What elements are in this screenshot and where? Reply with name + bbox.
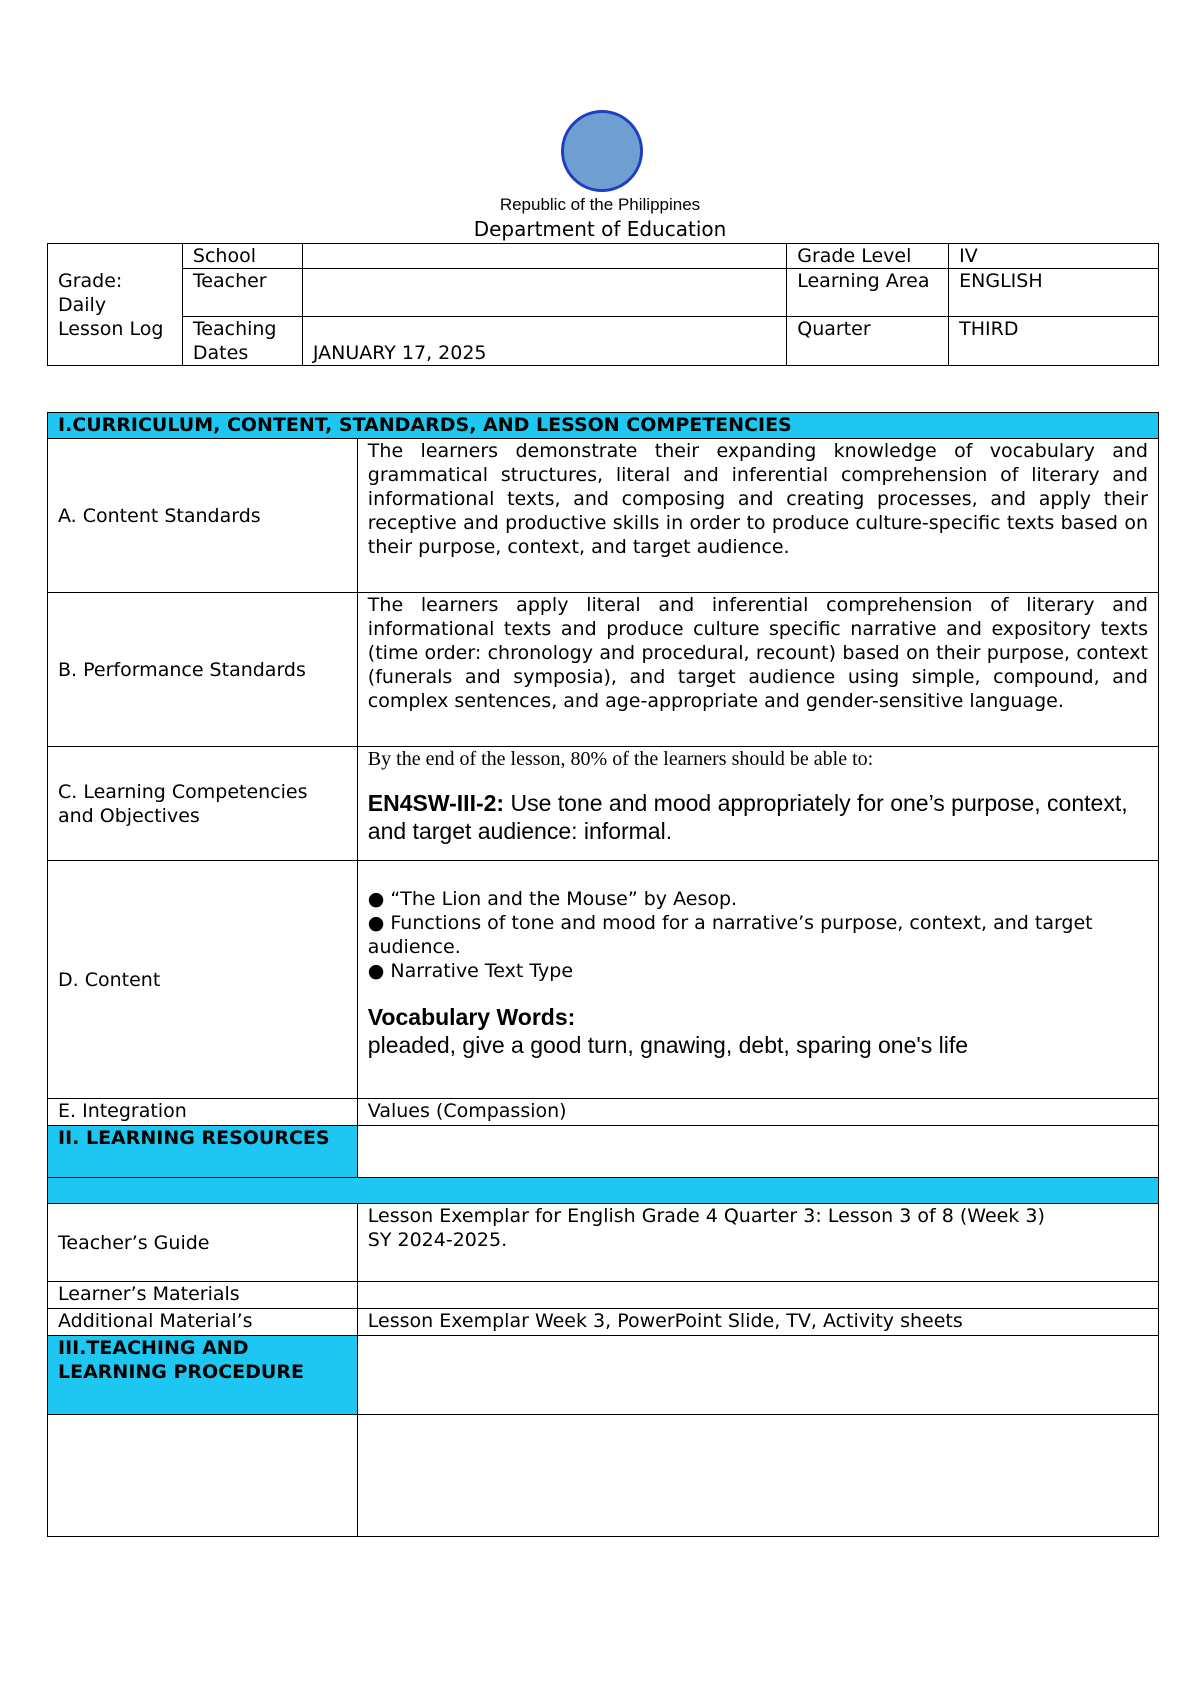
procedure-left-cell <box>48 1415 358 1537</box>
lesson-table <box>47 412 1159 1537</box>
info-table <box>47 243 1159 366</box>
teacher-field[interactable] <box>302 269 786 317</box>
dates-label: Teaching Dates <box>182 317 302 366</box>
learners-materials-label: Learner’s Materials <box>48 1282 358 1309</box>
school-label: School <box>182 244 302 269</box>
competency-code: EN4SW-III-2: <box>367 790 505 816</box>
teachers-guide-line1: Lesson Exemplar for English Grade 4 Quarter 3: Lesson 3 of 8 (Week 3) <box>367 1205 1045 1227</box>
integration-label: E. Integration <box>48 1099 358 1126</box>
competencies-intro: By the end of the lesson, 80% of the learners should be able to: <box>367 748 874 770</box>
content-label: D. Content <box>48 861 358 1099</box>
school-field[interactable] <box>302 244 786 269</box>
vocab-words: pleaded, give a good turn, gnawing, debt, sparing one's life <box>367 1032 969 1058</box>
teacher-label: Teacher <box>182 269 302 317</box>
learning-area-label: Learning Area <box>787 269 949 317</box>
content-standards-text: The learners demonstrate their expanding knowledge of vocabulary and grammatical structures, literal and inferential comprehension of literary and informational texts, and composing and creating processes, and apply their receptive and productive skills in order to produce culture-specific texts based on their purpose, context, and target audience. <box>357 439 1158 593</box>
quarter-label: Quarter <box>787 317 949 366</box>
content-item: ● Functions of tone and mood for a narrative’s purpose, context, and target audience. <box>368 911 1148 959</box>
section2-empty <box>357 1126 1158 1178</box>
content-item: ● Narrative Text Type <box>368 959 1148 983</box>
grade-level-value: IV <box>949 244 1159 269</box>
section2-title: II. LEARNING RESOURCES <box>48 1126 358 1178</box>
additional-materials-label: Additional Material’s <box>48 1309 358 1336</box>
section3-title: III.TEACHING AND LEARNING PROCEDURE <box>48 1336 358 1415</box>
competencies-cell <box>357 747 1158 861</box>
republic-header: Republic of the Philippines <box>499 195 701 214</box>
blue-spacer-row <box>48 1178 1159 1204</box>
competency <box>368 789 1148 845</box>
section3-empty <box>357 1336 1158 1415</box>
integration-value: Values (Compassion) <box>357 1099 1158 1126</box>
deped-seal <box>561 110 643 192</box>
performance-standards-text: The learners apply literal and inferential comprehension of literary and informational texts and produce culture specific narrative and expository texts (time order: chronology and procedural, recount) based on their purpose, context (funerals and symposia), and target audience using simple, compound, and complex sentences, and age-appropriate and gender-sensitive language. <box>357 593 1158 747</box>
department-header: Department of Education <box>473 217 727 241</box>
content-item: ● “The Lion and the Mouse” by Aesop. <box>368 887 1148 911</box>
dates-value[interactable]: JANUARY 17, 2025 <box>302 317 786 366</box>
grade-level-label: Grade Level <box>787 244 949 269</box>
section1-title: I.CURRICULUM, CONTENT, STANDARDS, AND LESSON COMPETENCIES <box>48 413 1159 439</box>
additional-materials-value: Lesson Exemplar Week 3, PowerPoint Slide, TV, Activity sheets <box>357 1309 1158 1336</box>
teachers-guide-label: Teacher’s Guide <box>48 1204 358 1282</box>
competencies-label: C. Learning Competencies and Objectives <box>48 747 358 861</box>
grade-label: Grade: Daily Lesson Log <box>48 244 183 366</box>
performance-standards-label: B. Performance Standards <box>48 593 358 747</box>
teachers-guide-cell <box>357 1204 1158 1282</box>
competency-text: Use tone and mood appropriately for one’s purpose, context, and target audience: informal. <box>367 790 1128 844</box>
quarter-value: THIRD <box>949 317 1159 366</box>
teachers-guide-line2: SY 2024-2025. <box>367 1229 508 1251</box>
vocab-title: Vocabulary Words: <box>367 1004 576 1030</box>
procedure-right-cell <box>357 1415 1158 1537</box>
content-standards-label: A. Content Standards <box>48 439 358 593</box>
content-cell <box>357 861 1158 1099</box>
learners-materials-value[interactable] <box>357 1282 1158 1309</box>
learning-area-value: ENGLISH <box>949 269 1159 317</box>
